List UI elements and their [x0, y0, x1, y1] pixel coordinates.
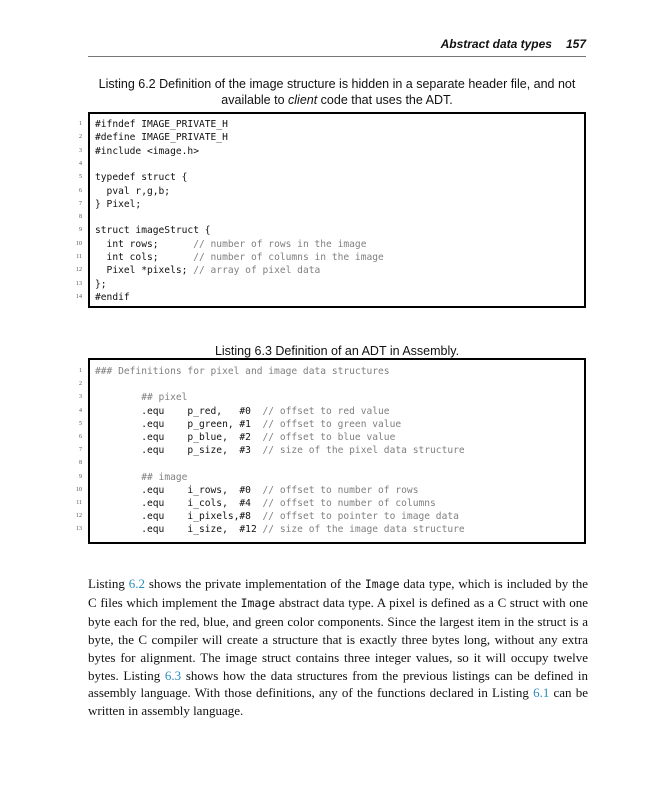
listing-ref-link[interactable]: 6.2 — [128, 576, 145, 591]
listing-label: Listing 6.2 — [98, 77, 156, 91]
line-number: 11 — [76, 500, 82, 506]
code-line — [79, 378, 584, 391]
code-line — [79, 405, 584, 418]
line-number: 4 — [79, 160, 82, 167]
code-listing-6-3 — [76, 358, 586, 544]
page-number: 157 — [565, 37, 586, 51]
code-statement: }; — [95, 278, 107, 290]
caption-text: Definition of the image structure is hidden in a separate header file, and not available to — [159, 77, 576, 107]
code-statement — [95, 472, 141, 483]
paragraph-text: data type, which is included by the C files which implement the — [88, 576, 588, 610]
code-listing-6-2 — [76, 112, 586, 308]
body-paragraph — [88, 575, 588, 720]
code-statement: .equ i_pixels,#8 — [95, 511, 263, 523]
line-number: 7 — [79, 200, 82, 207]
code-text — [95, 291, 130, 304]
code-text — [95, 431, 395, 444]
code-comment: // offset to green value — [262, 418, 402, 430]
code-comment: // size of the image data structure — [262, 524, 465, 536]
code-comment: ## image — [141, 471, 188, 483]
code-text — [95, 497, 436, 510]
line-number: 4 — [79, 407, 82, 414]
code-text — [95, 264, 320, 277]
code-text — [95, 418, 401, 431]
code-statement — [95, 392, 141, 403]
line-number: 3 — [79, 394, 82, 401]
code-line — [79, 391, 584, 404]
code-statement: .equ p_green, #1 — [95, 418, 263, 430]
line-number: 5 — [79, 420, 82, 427]
line-number: 9 — [79, 227, 82, 234]
code-line — [76, 523, 584, 536]
code-statement: .equ p_size, #3 — [95, 445, 263, 457]
code-line — [79, 224, 584, 237]
code-comment: ## pixel — [141, 392, 188, 404]
line-number: 13 — [76, 526, 82, 533]
code-text — [95, 391, 187, 404]
line-number: 12 — [76, 513, 82, 520]
paragraph-text: can be written in assembly language. — [88, 685, 588, 719]
code-line — [79, 185, 584, 198]
code-comment: // offset to pointer to image data — [262, 511, 459, 523]
code-statement: .equ i_size, #12 — [95, 524, 263, 536]
code-text — [95, 471, 187, 484]
code-line — [76, 484, 584, 497]
running-header-title: Abstract data types — [440, 37, 552, 51]
code-line — [79, 198, 584, 211]
listing-caption-6-2 — [88, 76, 586, 108]
line-number: 3 — [79, 147, 82, 154]
code-text — [95, 198, 141, 211]
listing-caption-6-3 — [88, 343, 586, 359]
code-text — [95, 238, 366, 251]
code-line — [76, 510, 584, 523]
code-statement: .equ p_blue, #2 — [95, 432, 263, 443]
code-statement: #endif — [95, 291, 130, 303]
code-text — [95, 118, 228, 131]
code-text — [95, 523, 465, 536]
line-number: 7 — [79, 447, 82, 454]
line-number: 8 — [79, 460, 82, 467]
code-text — [95, 171, 187, 184]
code-comment: // offset to number of columns — [262, 498, 436, 509]
code-line — [79, 118, 584, 131]
code-text — [95, 145, 199, 158]
code-line — [79, 457, 584, 470]
code-statement: .equ i_rows, #0 — [95, 484, 263, 496]
inline-code: Image — [240, 595, 276, 610]
paragraph-text: shows the private implementation of the — [144, 576, 365, 591]
code-line — [79, 418, 584, 431]
code-comment: // offset to number of rows — [262, 484, 419, 496]
code-statement: pval r,g,b; — [95, 185, 171, 197]
code-text — [95, 224, 211, 237]
line-number: 11 — [76, 254, 82, 260]
line-number: 6 — [79, 187, 82, 194]
listing-ref-link[interactable]: 6.3 — [164, 667, 182, 683]
code-line — [79, 211, 584, 224]
code-text — [95, 185, 170, 198]
code-line — [79, 131, 584, 144]
line-number: 5 — [79, 174, 82, 181]
code-comment: // offset to blue value — [262, 432, 396, 443]
code-comment: // number of columns in the image — [193, 252, 384, 263]
line-number: 1 — [79, 368, 82, 374]
code-comment: ### Definitions for pixel and image data structures — [95, 366, 390, 377]
code-statement: struct imageStruct { — [95, 225, 211, 237]
line-number: 6 — [79, 434, 82, 440]
code-statement: .equ p_red, #0 — [95, 405, 263, 417]
caption-text: Definition of an ADT in Assembly. — [275, 344, 460, 358]
line-number: 10 — [76, 486, 82, 493]
code-statement: int cols; — [95, 252, 194, 263]
line-number: 10 — [76, 240, 82, 247]
code-comment: // offset to red value — [262, 405, 390, 417]
line-number: 12 — [76, 267, 82, 274]
code-statement: int rows; — [95, 238, 194, 250]
code-line — [79, 158, 584, 171]
code-comment: // number of rows in the image — [193, 238, 367, 250]
code-comment: // size of the pixel data structure — [262, 445, 465, 457]
code-line — [76, 251, 584, 264]
paragraph-text: abstract data type. A pixel is defined as a C struct with one byte each for the red, blue, and green color components. Since the largest item in the struct is a byte, the C compiler will create a structure that is exactly three bytes long, without any extra bytes for alignment. The image struct contains three integer values, so it will occupy twelve bytes. Listing — [88, 594, 588, 683]
line-number: 14 — [76, 293, 82, 300]
paragraph-text: shows how the data structures from the previous listings can be defined in assembly language. With those definitions, any of the functions declared in Listing — [88, 667, 589, 701]
listing-ref-link[interactable]: 6.1 — [533, 685, 550, 701]
caption-italic-text: client — [288, 93, 318, 107]
caption-text-end: code that uses the ADT. — [317, 93, 453, 107]
code-text — [95, 405, 390, 418]
code-statement: } Pixel; — [95, 198, 142, 210]
code-line — [79, 365, 584, 378]
code-statement: .equ i_cols, #4 — [95, 498, 263, 509]
code-text — [95, 444, 465, 457]
line-number: 2 — [79, 381, 82, 388]
line-number: 9 — [79, 473, 82, 480]
code-line — [79, 471, 584, 484]
code-text — [95, 365, 390, 378]
paragraph-text: Listing — [88, 576, 129, 591]
running-header — [88, 36, 586, 57]
code-statement: typedef struct { — [95, 172, 188, 184]
code-line — [76, 238, 584, 251]
line-number: 13 — [76, 280, 82, 287]
code-comment: // array of pixel data — [193, 265, 321, 277]
code-line — [79, 431, 584, 444]
code-text — [95, 278, 107, 291]
code-line — [76, 497, 584, 510]
code-statement: #ifndef IMAGE_PRIVATE_H — [95, 119, 228, 130]
code-line — [76, 264, 584, 277]
inline-code: Image — [364, 577, 400, 591]
code-text — [95, 251, 384, 264]
code-line — [79, 444, 584, 457]
code-line — [76, 278, 584, 291]
code-statement: Pixel *pixels; — [95, 265, 194, 277]
code-text — [95, 510, 459, 523]
line-number: 2 — [79, 134, 82, 141]
code-statement: #include <image.h> — [95, 145, 199, 157]
code-text — [95, 484, 418, 497]
code-line — [79, 171, 584, 184]
code-line — [76, 291, 584, 304]
code-statement: #define IMAGE_PRIVATE_H — [95, 132, 228, 144]
line-number: 1 — [79, 121, 82, 127]
code-text — [95, 131, 228, 144]
line-number: 8 — [79, 214, 82, 221]
code-line — [79, 145, 584, 158]
listing-label: Listing 6.3 — [214, 344, 272, 358]
